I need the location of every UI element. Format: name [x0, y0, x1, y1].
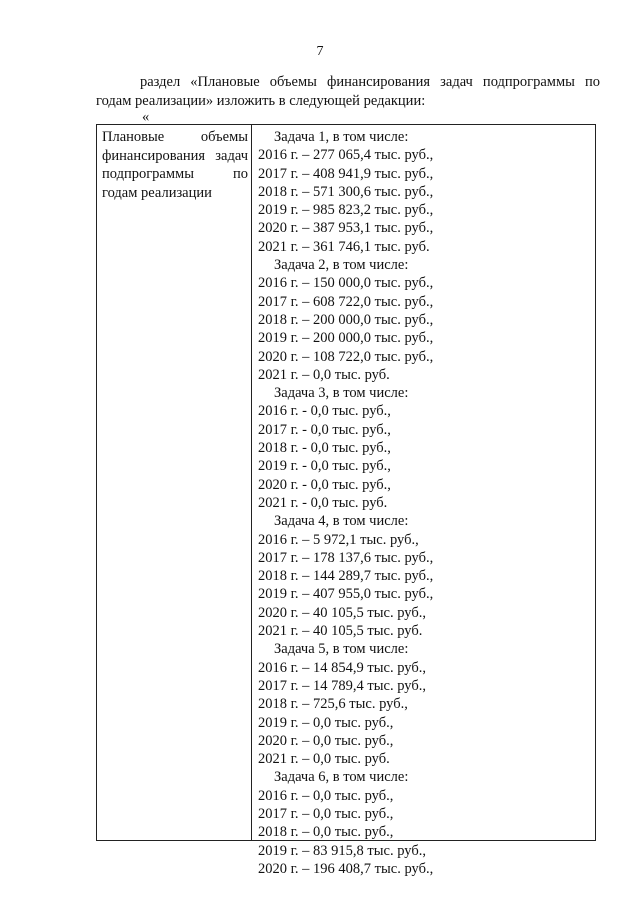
year-amount-line: 2021 г. - 0,0 тыс. руб.	[258, 494, 388, 511]
task-block	[258, 640, 595, 768]
year-amount-line: 2020 г. – 108 722,0 тыс. руб.,	[258, 348, 434, 365]
year-amount-line: 2021 г. – 0,0 тыс. руб.	[258, 751, 390, 768]
year-amount-line: 2020 г. - 0,0 тыс. руб.,	[258, 476, 391, 493]
year-amount-line: 2019 г. - 0,0 тыс. руб.,	[258, 458, 391, 475]
task-block	[258, 384, 595, 512]
year-amount-line: 2017 г. – 0,0 тыс. руб.,	[258, 805, 394, 822]
year-amount-line: 2021 г. – 40 105,5 тыс. руб.	[258, 623, 423, 640]
year-amount-line: 2018 г. – 200 000,0 тыс. руб.,	[258, 311, 434, 328]
year-amount-line: 2018 г. – 725,6 тыс. руб.,	[258, 696, 408, 713]
page-number: 7	[316, 44, 324, 59]
intro-line-2: годам реализации» изложить в следующей редакции:	[96, 93, 426, 109]
year-amount-line: 2017 г. – 178 137,6 тыс. руб.,	[258, 549, 434, 566]
task-heading: Задача 2, в том числе:	[274, 257, 409, 274]
task-block	[258, 768, 595, 878]
opening-quote: «	[142, 109, 150, 125]
task-heading: Задача 6, в том числе:	[274, 769, 409, 786]
year-amount-line: 2019 г. – 200 000,0 тыс. руб.,	[258, 330, 434, 347]
year-amount-line: 2017 г. - 0,0 тыс. руб.,	[258, 421, 391, 438]
year-amount-line: 2019 г. – 0,0 тыс. руб.,	[258, 714, 394, 731]
table-values-cell	[252, 125, 595, 877]
task-block	[258, 256, 595, 384]
year-amount-line: 2018 г. – 571 300,6 тыс. руб.,	[258, 183, 434, 200]
year-amount-line: 2021 г. – 0,0 тыс. руб.	[258, 366, 390, 383]
task-block	[258, 512, 595, 640]
year-amount-line: 2018 г. - 0,0 тыс. руб.,	[258, 440, 391, 457]
year-amount-line: 2017 г. – 408 941,9 тыс. руб.,	[258, 165, 434, 182]
year-amount-line: 2020 г. – 196 408,7 тыс. руб.,	[258, 860, 434, 877]
task-heading: Задача 3, в том числе:	[274, 385, 409, 402]
table-label-cell: Плановые объемы финансирования задач подпрограммы по годам реализации	[97, 125, 252, 840]
year-amount-line: 2019 г. – 83 915,8 тыс. руб.,	[258, 842, 426, 859]
year-amount-line: 2018 г. – 144 289,7 тыс. руб.,	[258, 568, 434, 585]
year-amount-line: 2017 г. – 608 722,0 тыс. руб.,	[258, 293, 434, 310]
task-heading: Задача 4, в том числе:	[274, 513, 409, 530]
year-amount-line: 2019 г. – 985 823,2 тыс. руб.,	[258, 202, 434, 219]
year-amount-line: 2020 г. – 387 953,1 тыс. руб.,	[258, 220, 434, 237]
financing-table	[96, 124, 596, 877]
year-amount-line: 2020 г. – 40 105,5 тыс. руб.,	[258, 604, 426, 621]
intro-paragraph	[96, 73, 600, 111]
year-amount-line: 2017 г. – 14 789,4 тыс. руб.,	[258, 677, 426, 694]
year-amount-line: 2019 г. – 407 955,0 тыс. руб.,	[258, 586, 434, 603]
year-amount-line: 2016 г. – 150 000,0 тыс. руб.,	[258, 275, 434, 292]
intro-line-1: раздел «Плановые объемы финансирования задач подпрограммы по	[140, 74, 600, 90]
year-amount-line: 2016 г. – 5 972,1 тыс. руб.,	[258, 531, 419, 548]
task-heading: Задача 5, в том числе:	[274, 641, 409, 658]
task-block	[258, 128, 595, 256]
task-heading: Задача 1, в том числе:	[274, 129, 409, 145]
year-amount-line: 2020 г. – 0,0 тыс. руб.,	[258, 732, 394, 749]
year-amount-line: 2016 г. – 277 065,4 тыс. руб.,	[258, 147, 434, 164]
year-amount-line: 2016 г. – 14 854,9 тыс. руб.,	[258, 659, 426, 676]
year-amount-line: 2018 г. – 0,0 тыс. руб.,	[258, 824, 394, 841]
year-amount-line: 2016 г. – 0,0 тыс. руб.,	[258, 787, 394, 804]
year-amount-line: 2021 г. – 361 746,1 тыс. руб.	[258, 238, 430, 255]
year-amount-line: 2016 г. - 0,0 тыс. руб.,	[258, 403, 391, 420]
